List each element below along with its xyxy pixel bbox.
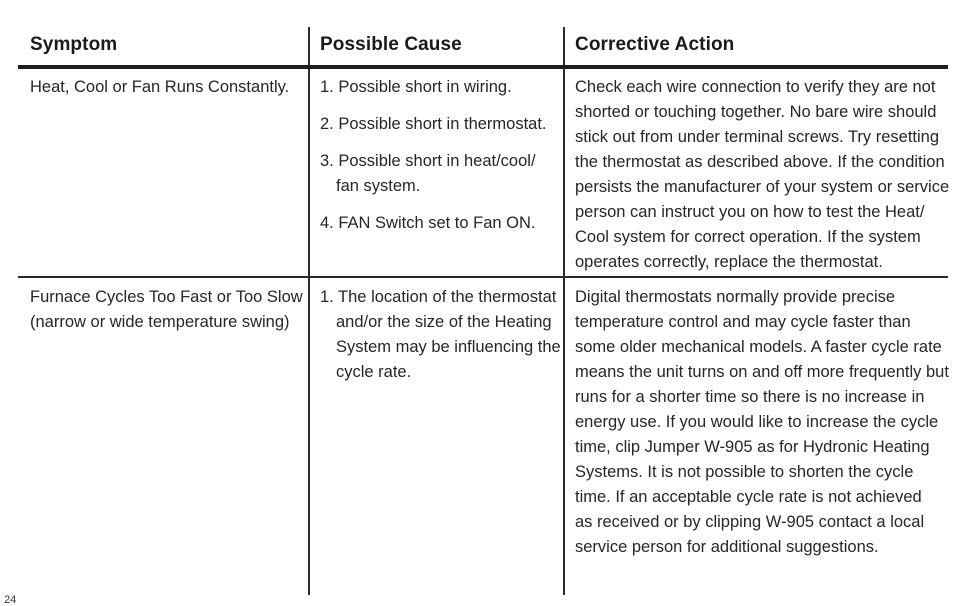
row1-causes: [320, 75, 560, 248]
action-line: the thermostat as described above. If the condition: [575, 153, 945, 171]
column-divider-2: [563, 27, 565, 595]
action-line: time, clip Jumper W-905 as for Hydronic Heating: [575, 438, 930, 456]
page-number: 24: [4, 594, 17, 606]
action-line: shorted or touching together. No bare wire should: [575, 103, 937, 121]
action-line: runs for a shorter time so there is no increase in: [575, 388, 925, 406]
symptom-line: (narrow or wide temperature swing): [30, 313, 290, 331]
action-line: person can instruct you on how to test the Heat/: [575, 203, 925, 221]
header-symptom: Symptom: [30, 34, 118, 55]
cause-item: [320, 285, 560, 385]
action-line: energy use. If you would like to increase the cycle: [575, 413, 939, 431]
action-line: means the unit turns on and off more frequently but: [575, 363, 949, 381]
header-possible-cause: Possible Cause: [320, 34, 462, 55]
cause-text: 4. FAN Switch set to Fan ON.: [320, 214, 536, 232]
action-line: Digital thermostats normally provide precise: [575, 288, 896, 306]
column-divider-1: [308, 27, 310, 595]
action-line: stick out from under terminal screws. Try resetting: [575, 128, 940, 146]
action-line: Check each wire connection to verify they are not: [575, 78, 936, 96]
cause-text: 1. The location of the thermostat: [320, 288, 557, 306]
cause-text: 2. Possible short in thermostat.: [320, 115, 547, 133]
cause-item: [320, 75, 560, 100]
action-line: service person for additional suggestions.: [575, 538, 879, 556]
row2-symptom: [30, 285, 302, 335]
cause-continuation: and/or the size of the Heating: [336, 313, 552, 331]
action-line: temperature control and may cycle faster than: [575, 313, 911, 331]
row2-action: [575, 285, 947, 560]
action-line: Cool system for correct operation. If the system: [575, 228, 921, 246]
action-line: time. If an acceptable cycle rate is not achieved: [575, 488, 922, 506]
symptom-line: Furnace Cycles Too Fast or Too Slow: [30, 288, 303, 306]
cause-text: 3. Possible short in heat/cool/: [320, 152, 536, 170]
row-divider: [18, 276, 948, 278]
action-line: some older mechanical models. A faster cycle rate: [575, 338, 942, 356]
action-line: operates correctly, replace the thermostat.: [575, 253, 883, 271]
cause-item: [320, 112, 560, 137]
cause-continuation: cycle rate.: [336, 363, 412, 381]
symptom-line: Heat, Cool or Fan Runs Constantly.: [30, 78, 290, 96]
cause-item: [320, 149, 560, 199]
action-line: persists the manufacturer of your system or service: [575, 178, 950, 196]
header-corrective-action: Corrective Action: [575, 34, 735, 55]
cause-text: 1. Possible short in wiring.: [320, 78, 512, 96]
action-line: Systems. It is not possible to shorten the cycle: [575, 463, 914, 481]
cause-continuation: System may be influencing the: [336, 338, 561, 356]
row1-symptom: [30, 75, 302, 100]
row2-causes: [320, 285, 560, 397]
action-line: as received or by clipping W-905 contact a local: [575, 513, 925, 531]
cause-continuation: fan system.: [336, 177, 421, 195]
troubleshooting-table: [18, 27, 948, 595]
row1-action: [575, 75, 950, 275]
header-rule: [18, 65, 948, 69]
cause-item: [320, 211, 560, 236]
